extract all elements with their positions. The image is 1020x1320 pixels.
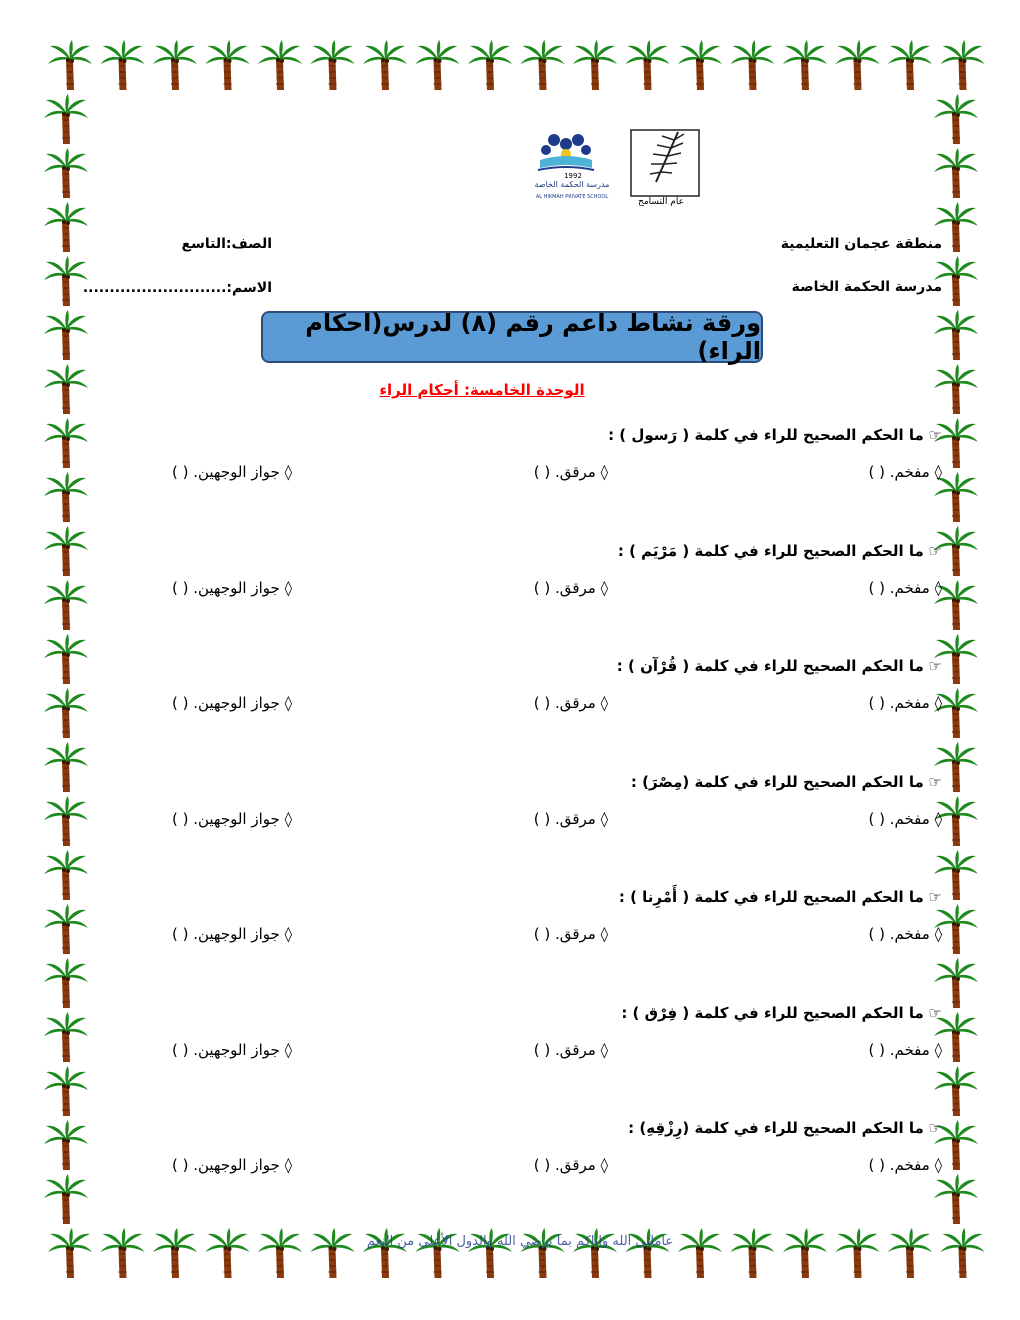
option-label: مفخم. ( ) — [868, 463, 930, 481]
diamond-bullet-icon: ◊ — [284, 1040, 292, 1059]
diamond-bullet-icon: ◊ — [600, 1040, 608, 1059]
palm-tree-icon — [934, 94, 978, 144]
palm-tree-icon — [44, 472, 88, 522]
hand-icon: ☞ — [923, 888, 942, 906]
palm-tree-icon — [934, 364, 978, 414]
diamond-bullet-icon: ◊ — [284, 1156, 292, 1174]
diamond-bullet-icon: ◊ — [934, 463, 942, 481]
option-label: جواز الوجهين. ( ) — [171, 1156, 280, 1174]
palm-tree-icon — [521, 40, 565, 90]
palm-tree-icon — [731, 40, 775, 90]
option-label: جواز الوجهين. ( ) — [171, 925, 280, 943]
option-label: مفخم. ( ) — [868, 694, 930, 712]
option-a[interactable] — [869, 694, 943, 712]
option-a[interactable] — [869, 463, 943, 481]
question-text — [617, 657, 942, 675]
palm-tree-icon — [934, 1066, 978, 1116]
diamond-bullet-icon: ◊ — [934, 1040, 942, 1059]
school-year: 1992 — [564, 172, 582, 180]
question-text — [628, 1119, 942, 1137]
option-c[interactable] — [172, 1156, 292, 1174]
option-b[interactable] — [534, 925, 608, 943]
palm-tree-icon — [44, 688, 88, 738]
question-label: ما الحكم الصحيح للراء في كلمة ( مَرْيَم ) : — [617, 541, 924, 560]
option-b[interactable] — [534, 579, 608, 597]
palm-tree-icon — [934, 1174, 978, 1224]
palm-tree-icon — [44, 1174, 88, 1224]
palm-tree-icon — [48, 1228, 92, 1278]
option-label: مرقق. ( ) — [533, 809, 596, 828]
worksheet-title-box — [261, 311, 763, 363]
palm-tree-icon — [44, 202, 88, 252]
palm-tree-icon — [44, 526, 88, 576]
palm-tree-icon — [573, 40, 617, 90]
hand-icon: ☞ — [923, 426, 942, 444]
diamond-bullet-icon: ◊ — [600, 1156, 608, 1174]
option-c[interactable] — [172, 925, 292, 943]
palm-tree-icon — [416, 40, 460, 90]
palm-tree-icon — [44, 958, 88, 1008]
option-b[interactable] — [534, 1156, 608, 1174]
palm-tree-icon — [44, 1066, 88, 1116]
option-label: مرقق. ( ) — [533, 463, 596, 481]
option-label: مرقق. ( ) — [533, 925, 596, 943]
palm-tree-icon — [836, 40, 880, 90]
unit-heading: الوحدة الخامسة: أحكام الراء — [379, 381, 585, 399]
school-name-ar: مدرسة الحكمة الخاصة — [534, 180, 610, 189]
palm-tree-icon — [941, 40, 985, 90]
name-blank: ........................... — [82, 280, 227, 296]
palm-tree-icon — [153, 1228, 197, 1278]
palm-tree-icon — [888, 1228, 932, 1278]
palm-tree-icon — [836, 1228, 880, 1278]
hand-icon: ☞ — [923, 657, 942, 675]
option-c[interactable] — [172, 463, 292, 481]
diamond-bullet-icon: ◊ — [934, 1156, 942, 1174]
palm-tree-icon — [888, 40, 932, 90]
diamond-bullet-icon: ◊ — [284, 809, 292, 828]
palm-tree-icon — [941, 1228, 985, 1278]
palm-tree-icon — [311, 40, 355, 90]
palm-tree-icon — [363, 40, 407, 90]
question-text — [618, 542, 942, 560]
palm-tree-icon — [44, 634, 88, 684]
palm-tree-icon — [44, 1120, 88, 1170]
option-label: مفخم. ( ) — [868, 1156, 930, 1174]
option-b[interactable] — [534, 463, 608, 481]
palm-tree-icon — [783, 1228, 827, 1278]
diamond-bullet-icon: ◊ — [284, 463, 292, 481]
question-label: ما الحكم الصحيح للراء في كلمة ( قُرْآن ) : — [616, 657, 924, 675]
hand-icon: ☞ — [923, 1003, 942, 1022]
tolerance-year-logo — [631, 130, 699, 196]
option-c[interactable] — [172, 1041, 292, 1059]
diamond-bullet-icon: ◊ — [600, 694, 608, 712]
diamond-bullet-icon: ◊ — [600, 925, 608, 943]
option-label: مرقق. ( ) — [533, 694, 596, 712]
diamond-bullet-icon: ◊ — [934, 925, 942, 943]
question-label: ما الحكم الصحيح للراء في كلمة ( رَسول ) : — [608, 426, 924, 444]
diamond-bullet-icon: ◊ — [600, 463, 608, 481]
palm-tree-icon — [678, 40, 722, 90]
hand-icon: ☞ — [923, 541, 942, 560]
question-text — [608, 426, 942, 444]
palm-tree-icon — [44, 850, 88, 900]
diamond-bullet-icon: ◊ — [284, 925, 292, 943]
palm-tree-icon — [44, 580, 88, 630]
option-b[interactable] — [534, 810, 608, 828]
option-label: مرقق. ( ) — [533, 1040, 596, 1059]
diamond-bullet-icon: ◊ — [934, 694, 942, 712]
school-name-en: AL HIKMAH PRIVATE SCHOOL — [535, 194, 609, 200]
palm-tree-icon — [206, 40, 250, 90]
palm-tree-icon — [44, 364, 88, 414]
student-name-field[interactable] — [83, 280, 272, 296]
option-label: جواز الوجهين. ( ) — [171, 694, 280, 712]
palm-tree-icon — [44, 904, 88, 954]
option-a[interactable] — [869, 579, 943, 597]
option-a[interactable] — [869, 810, 943, 828]
question-text — [621, 1004, 942, 1022]
school-name: مدرسة الحكمة الخاصة — [791, 279, 942, 295]
hand-icon: ☞ — [923, 1119, 942, 1137]
palm-tree-icon — [153, 40, 197, 90]
option-a[interactable] — [869, 925, 943, 943]
palm-tree-icon — [44, 796, 88, 846]
tolerance-caption: عام التسامح — [638, 197, 684, 207]
grade-label: الصف:التاسع — [181, 236, 272, 252]
hikmah-school-logo — [538, 134, 594, 170]
palm-tree-icon — [626, 40, 670, 90]
palm-tree-icon — [206, 1228, 250, 1278]
option-label: مفخم. ( ) — [868, 925, 930, 943]
palm-tree-icon — [934, 310, 978, 360]
option-label: مفخم. ( ) — [868, 809, 930, 828]
palm-tree-icon — [934, 148, 978, 198]
option-label: جواز الوجهين. ( ) — [171, 578, 280, 597]
palm-tree-icon — [468, 40, 512, 90]
option-label: مفخم. ( ) — [868, 578, 930, 597]
question-label: ما الحكم الصحيح للراء في كلمة (مِصْرَ) : — [630, 772, 924, 791]
diamond-bullet-icon: ◊ — [934, 809, 942, 828]
option-label: مرقق. ( ) — [533, 578, 596, 597]
option-c[interactable] — [172, 810, 292, 828]
name-label: الاسم: — [226, 280, 272, 296]
question-label: ما الحكم الصحيح للراء في كلمة (رِزْقِهِ) : — [628, 1119, 924, 1137]
option-label: جواز الوجهين. ( ) — [171, 809, 280, 828]
option-label: جواز الوجهين. ( ) — [171, 1040, 280, 1059]
footer-note: عاملني الله وإياكم بما يرضي الله والدول الأعلى من النعم — [366, 1234, 674, 1249]
option-c[interactable] — [172, 579, 292, 597]
palm-tree-icon — [48, 40, 92, 90]
option-b[interactable] — [534, 1041, 608, 1059]
question-text — [619, 888, 942, 906]
diamond-bullet-icon: ◊ — [284, 578, 292, 597]
question-label: ما الحكم الصحيح للراء في كلمة ( أَمْرِنا ) : — [618, 888, 924, 906]
palm-tree-icon — [101, 1228, 145, 1278]
palm-tree-icon — [44, 1012, 88, 1062]
option-label: جواز الوجهين. ( ) — [171, 463, 280, 481]
option-a[interactable] — [869, 1041, 943, 1059]
palm-tree-icon — [731, 1228, 775, 1278]
option-label: مرقق. ( ) — [533, 1156, 596, 1174]
question-text — [631, 773, 942, 791]
palm-tree-icon — [44, 94, 88, 144]
option-c[interactable] — [172, 694, 292, 712]
palm-tree-icon — [44, 256, 88, 306]
palm-tree-icon — [258, 40, 302, 90]
palm-tree-icon — [258, 1228, 302, 1278]
option-b[interactable] — [534, 694, 608, 712]
palm-tree-icon — [44, 742, 88, 792]
diamond-bullet-icon: ◊ — [934, 578, 942, 597]
diamond-bullet-icon: ◊ — [600, 809, 608, 828]
option-label: مفخم. ( ) — [868, 1040, 930, 1059]
palm-tree-icon — [44, 148, 88, 198]
palm-tree-icon — [934, 958, 978, 1008]
palm-tree-icon — [783, 40, 827, 90]
palm-tree-icon — [101, 40, 145, 90]
region-name: منطقة عجمان التعليمية — [780, 236, 942, 252]
palm-tree-icon — [44, 310, 88, 360]
palm-tree-icon — [44, 418, 88, 468]
worksheet-title: ورقة نشاط داعم رقم (٨) لدرس(احكام الراء) — [305, 309, 761, 365]
question-label: ما الحكم الصحيح للراء في كلمة ( فِرْق ) : — [621, 1003, 924, 1022]
diamond-bullet-icon: ◊ — [600, 578, 608, 597]
hand-icon: ☞ — [923, 772, 942, 791]
diamond-bullet-icon: ◊ — [284, 694, 292, 712]
option-a[interactable] — [869, 1156, 943, 1174]
